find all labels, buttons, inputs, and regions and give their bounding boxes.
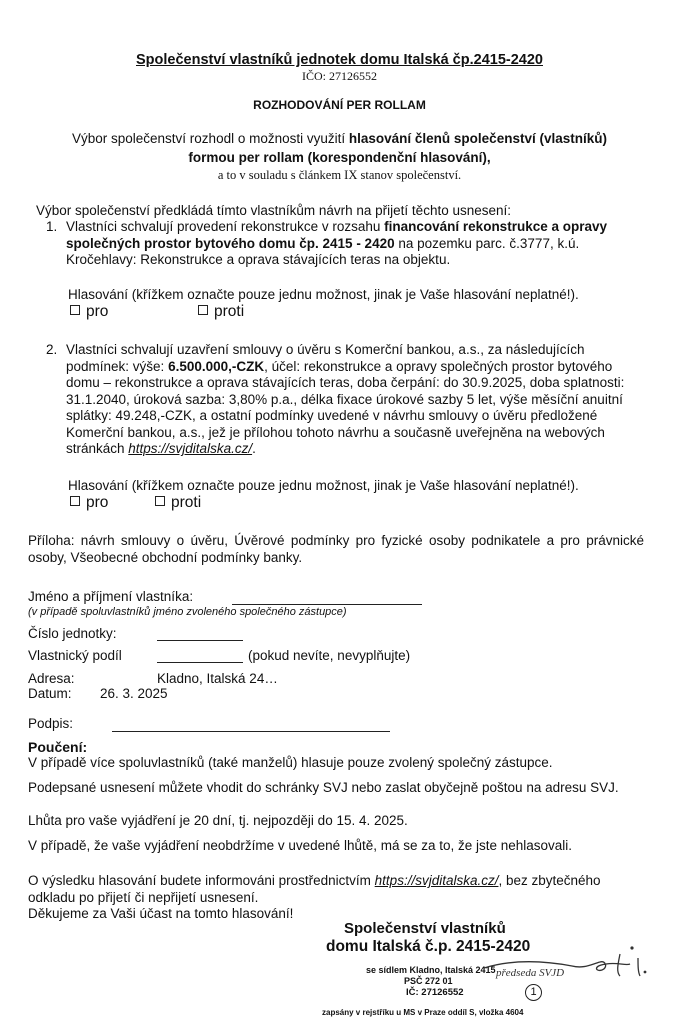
stamp-seat: se sídlem Kladno, Italská 2415	[366, 965, 496, 975]
owner-name-label: Jméno a příjmení vlastníka:	[28, 589, 194, 604]
resolution-1-text: Vlastníci schvalují provedení rekonstrukce v rozsahu financování rekonstrukce a opravy společných prostor bytového domu čp. 2415 - 2420 na pozemku parc. č.3777, k.ú. Kročehlavy: Rekonstrukce a oprava stávajících teras na objektu.	[66, 219, 607, 267]
intro-line-3: a to v souladu s článkem IX stanov společenství.	[217, 168, 462, 182]
attachment-note: Příloha: návrh smlouvy o úvěru, Úvěrové podmínky pro fyzické osoby podnikatele a pro právnické osoby, Všeobecné obchodní podmínky banky.	[28, 533, 644, 565]
vote-instruction-1: Hlasování (křížkem označte pouze jednu možnost, jinak je Vaše hlasování neplatné!).	[68, 287, 579, 302]
instructions-heading: Poučení:	[28, 739, 88, 755]
owner-name-note: (v případě spoluvlastníků jméno zvoleného společného zástupce)	[28, 606, 347, 618]
checkbox-proti-2[interactable]	[155, 496, 165, 506]
proposal-intro: Výbor společenství předkládá tímto vlastníkům návrh na přijetí těchto usnesení:	[36, 203, 511, 218]
vote-pro-1[interactable]: pro	[70, 303, 108, 321]
checkbox-pro-1[interactable]	[70, 305, 80, 315]
instructions-p2: Podepsané usnesení můžete vhodit do schránky SVJ nebo zaslat obyčejně poštou na adresu SVJ.	[28, 780, 619, 795]
instructions-p4: V případě, že vaše vyjádření neobdržíme v uvedené lhůtě, má se za to, že jste nehlasovali.	[28, 838, 573, 853]
instructions-p5: O výsledku hlasování budete informováni prostřednictvím https://svjditalska.cz/, bez zbytečného odkladu po přijetí či nepřijetí usnesení.	[28, 873, 601, 905]
ownership-share-note: (pokud nevíte, nevyplňujte)	[248, 648, 411, 663]
stamp-ic: IČ: 27126552	[406, 987, 464, 998]
resolution-1-number: 1.	[46, 219, 58, 234]
signature-field[interactable]	[112, 731, 390, 732]
date-label: Datum:	[28, 686, 72, 701]
handwritten-title: předseda SVJD	[496, 967, 565, 979]
vote-proti-1[interactable]: proti	[198, 303, 244, 321]
instructions-p3: Lhůta pro vaše vyjádření je 20 dní, tj. nejpozději do 15. 4. 2025.	[28, 813, 408, 828]
handwritten-signature	[480, 934, 660, 996]
vote-pro-2[interactable]: pro	[70, 494, 108, 512]
checkbox-proti-1[interactable]	[198, 305, 208, 315]
vote-proti-2[interactable]: proti	[155, 494, 201, 512]
intro-line-1: Výbor společenství rozhodl o možnosti využití hlasování členů společenství (vlastníků)	[72, 131, 607, 146]
stamp-line-2: domu Italská č.p. 2415-2420	[326, 938, 531, 955]
ownership-share-label: Vlastnický podíl	[28, 648, 122, 663]
ico-number: IČO: 27126552	[302, 69, 377, 83]
address-value: Kladno, Italská 24…	[157, 671, 278, 686]
document-title: Společenství vlastníků jednotek domu Italská čp.2415-2420	[136, 52, 543, 68]
address-label: Adresa:	[28, 671, 75, 686]
circled-number: 1	[525, 984, 542, 1001]
owner-name-field[interactable]	[232, 604, 422, 605]
date-value: 26. 3. 2025	[100, 686, 168, 701]
resolution-2-text: Vlastníci schvalují uzavření smlouvy o úvěru s Komerční bankou, a.s., za následujících podmínek: výše: 6.500.000,-CZK, účel: rekonstrukce a opravy společných prostor bytového domu – rekonstrukce a oprava stávajících teras, doba čerpání: do 30.9.2025, doba splatnosti: 31.1.2040, úroková sazba: 3,80% p.a., délka fixace úrokové sazby 5 let, výše měsíční anuitní splátky: 49.248,-CZK, a ostatní podmínky uvedené v návrhu smlouvy o úvěru předložené Komerční bankou, a.s., jež je přílohou tohoto návrhu a současně uveřejněna na webových stránkách https://svjditalska.cz/.	[66, 342, 625, 456]
website-link-2[interactable]: https://svjditalska.cz/	[374, 873, 499, 888]
unit-number-label: Číslo jednotky:	[28, 626, 117, 641]
stamp-registry: zapsány v rejstříku u MS v Praze oddíl S, vložka 4604	[322, 1008, 524, 1017]
instructions-p6: Děkujeme za Vaši účast na tomto hlasování!	[28, 906, 294, 921]
signature-label: Podpis:	[28, 716, 74, 731]
instructions-p1: V případě více spoluvlastníků (také manželů) hlasuje pouze zvolený společný zástupce.	[28, 755, 553, 770]
stamp-psc: PSČ 272 01	[404, 976, 453, 986]
document-heading: ROZHODOVÁNÍ PER ROLLAM	[253, 98, 426, 112]
stamp-line-1: Společenství vlastníků	[344, 920, 506, 937]
vote-instruction-2: Hlasování (křížkem označte pouze jednu možnost, jinak je Vaše hlasování neplatné!).	[68, 478, 579, 493]
unit-number-field[interactable]	[157, 640, 243, 641]
checkbox-pro-2[interactable]	[70, 496, 80, 506]
website-link-1[interactable]: https://svjditalska.cz/	[128, 441, 253, 456]
ownership-share-field[interactable]	[157, 662, 243, 663]
intro-line-2: formou per rollam (korespondenční hlasování),	[188, 150, 491, 165]
resolution-2-number: 2.	[46, 342, 58, 357]
